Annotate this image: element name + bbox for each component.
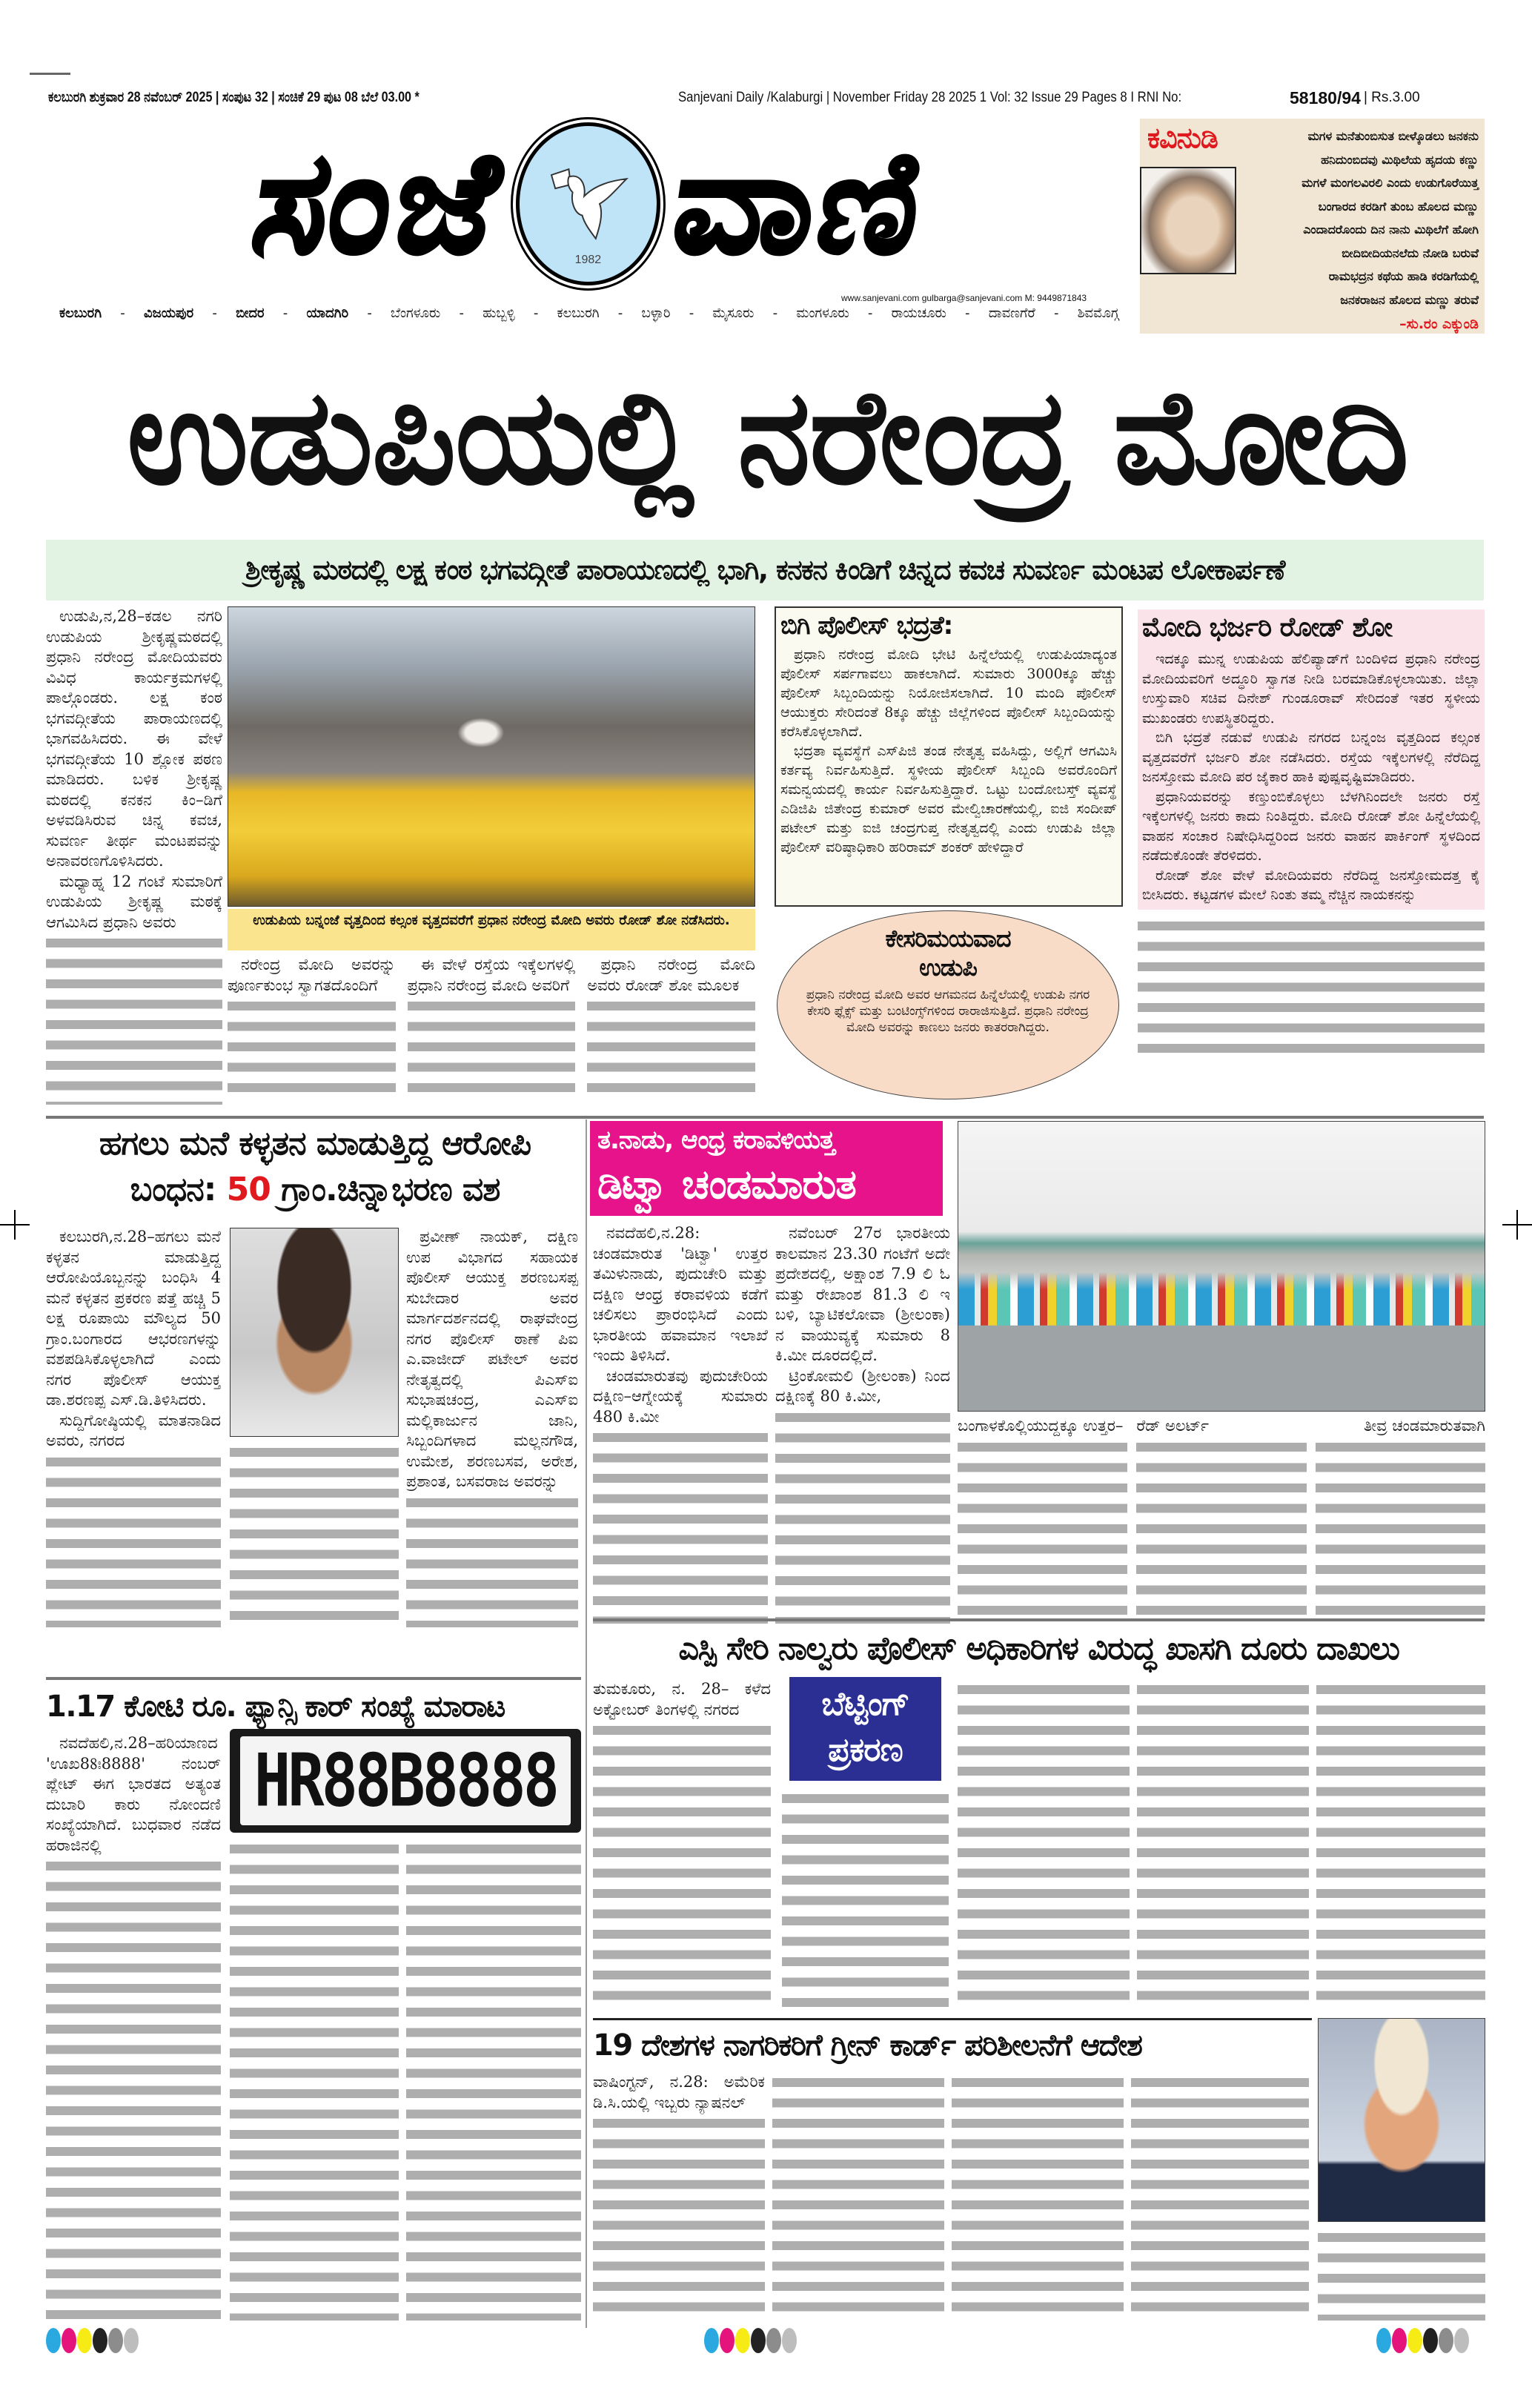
betting-col2 [782,1788,949,2007]
modi-roadshow-photo [228,606,755,907]
edition-city: ವಿಜಯಪುರ [143,305,194,321]
roadshow-box [1138,609,1485,1105]
article-continued [593,1427,768,1624]
separator: - [617,305,623,321]
lead-below-cols [228,955,755,1103]
cyclone-headline: ಡಿಟ್ವಾ ಚಂಡಮಾರುತ [597,1161,856,1208]
section-divider [593,2018,1312,2020]
color-swatch [93,2328,107,2353]
section-divider [46,1116,1484,1119]
cyclone-col3 [958,1416,1127,1624]
cyclone-headline-box [590,1121,943,1216]
betting-col5 [1316,1679,1485,2009]
theft-headline-part: ಗ್ರಾಂ.ಚಿನ್ನಾಭರಣ ವಶ [270,1171,500,1208]
cyclone-col1 [593,1223,768,1624]
color-swatch [1407,2328,1422,2353]
section-divider [46,1677,581,1680]
lead-headline: ಉಡುಪಿಯಲ್ಲಿ ನರೇಂದ್ರ ಮೋದಿ [126,360,1408,514]
theft-headline [44,1121,586,1213]
theft-headline-part: ಬಂಧನ: [130,1171,227,1208]
police-box-para: ಪ್ರಧಾನಿ ನರೇಂದ್ರ ಮೋದಿ ಭೇಟಿ ಹಿನ್ನೆಲೆಯಲ್ಲಿ ಉಡುಪಿಯಾದ್ಯಂತ ಪೊಲೀಸ್ ಸರ್ಪಗಾವಲು ಹಾಕಲಾಗಿದೆ. ಸುಮಾರು 3000ಕ್ಕೂ ಹೆಚ್ಚು ಪೊಲೀಸ್ ಸಿಬ್ಬಂದಿಯನ್ನು ನಿಯೋಜಿಸಲಾಗಿದೆ. 10 ಮಂದಿ ಪೊಲೀಸ್ ಆಯುಕ್ತರು ಸೇರಿದಂತೆ 8ಕ್ಕೂ ಹೆಚ್ಚು ಜಿಲ್ಲೆಗಳಿಂದ ಪೊಲೀಸ್ ಸಿಬ್ಬಂದಿಯನ್ನು ಕರೆಸಿಕೊಳ್ಳಲಾಗಿದೆ. [780,646,1117,740]
poem-line: ಮಗಳೆ ಮಂಗಲವಿರಲಿ ಎಂದು ಉಡುಗೊರೆಯಿತ್ತ [1301,176,1479,190]
poem-line: ಬೀದಿಬೀದಿಯನಲೆದು ನೋಡಿ ಬರುವೆ [1342,245,1479,260]
separator: - [1053,305,1059,321]
trump-photo [1318,2018,1485,2222]
theft-col1 [46,1227,221,1627]
betting-badge-line1: ಬೆಟ್ಟಿಂಗ್ [821,1685,909,1723]
greencard-col1 [593,2072,765,2321]
poem-line: ಎಂದಾದರೊಂದು ದಿನ ನಾನು ಮಿಥಿಲೆಗೆ ಹೋಗಿ [1303,222,1479,236]
color-swatch [704,2328,719,2353]
roadshow-para: ರೋಡ್ ಶೋ ವೇಳೆ ಮೋದಿಯವರು ನೆರೆದಿದ್ದ ಜನಸ್ತೋಮದತ್ತ ಕೈ ಬೀಸಿದರು. ಕಟ್ಟಡಗಳ ಮೇಲೆ ನಿಂತು ತಮ್ಮ ನೆಚ್ಚಿನ ನಾಯಕನನ್ನು [1142,867,1480,903]
lead-col3-text: ಈ ವೇಳೆ ರಸ್ತೆಯ ಇಕ್ಕೆಲಗಳಲ್ಲಿ ಪ್ರಧಾನಿ ನರೇಂದ್ರ ಮೋದಿ ಅವರಿಗೆ [407,956,576,994]
color-swatch [1423,2328,1438,2353]
poem-line: ಬಂಗಾರದ ಕರಡಿಗೆ ತುಂಬ ಹೊಲದ ಮಣ್ಣು [1318,199,1479,214]
edition-city: ರಾಯಚೂರು [891,305,946,321]
theft-col2 [230,1442,399,1627]
plate-col2 [230,1839,399,2321]
photo-caption [228,909,755,950]
police-box-para: ಭದ್ರತಾ ವ್ಯವಸ್ಥೆಗೆ ಎಸ್‌ಪಿಜಿ ತಂಡ ನೇತೃತ್ವ ವಹಿಸಿದ್ದು, ಅಲ್ಲಿಗೆ ಆಗಮಿಸಿ ಕರ್ತವ್ಯ ನಿರ್ವಹಿಸುತ್ತಿದೆ. ಸ್ಥಳೀಯ ಪೊಲೀಸ್ ಸಿಬ್ಬಂದಿ ಅವರೊಂದಿಗೆ ಸಮನ್ವಯದಲ್ಲಿ ಕಾರ್ಯ ನಿರ್ವಹಿಸುತ್ತಿದ್ದಾರೆ. ಒಟ್ಟು ಬಂದೋಬಸ್ತ್ ವ್ಯವಸ್ಥೆ ಎಡಿಜಿಪಿ ಜಿತೇಂದ್ರ ಕುಮಾರ್ ಅವರ ಮೇಲ್ವಿಚಾರಣೆಯಲ್ಲಿ, ಐಜಿ ಸಂದೀಪ್ ಪಟೇಲ್ ಮತ್ತು ಐಜಿ ಚಂದ್ರಗುಪ್ತ ನೇತೃತ್ವದಲ್ಲಿ ಎಂದು ಉಡುಪಿ ಜಿಲ್ಲಾ ಪೊಲೀಸ್ ವರಿಷ್ಠಾಧಿಕಾರಿ ಹರಿರಾಮ್ ಶಂಕರ್ ಹೇಳಿದ್ದಾರೆ [780,743,1117,856]
lead-col3 [408,955,576,1103]
kavinudi-box [1140,119,1485,334]
betting-lead: ತುಮಕೂರು, ನ. 28– ಕಳೆದ ಅಕ್ಟೋಬರ್ ತಿಂಗಳಲ್ಲಿ ನಗರದ [593,1680,771,1719]
masthead-logo [148,119,1030,289]
separator: - [282,305,288,321]
registration-mark [0,1210,30,1240]
separator: - [867,305,873,321]
article-continued [406,1492,578,1628]
plate-number-text: HR88B8888 [253,1739,557,1823]
betting-col1 [593,1679,771,2009]
separator: - [533,305,539,321]
color-swatch [124,2328,139,2353]
betting-case-badge [789,1677,941,1781]
cyclone-col5 [1316,1416,1485,1624]
color-swatch [735,2328,750,2353]
plate-col3 [406,1839,581,2321]
editions-list [59,305,1119,321]
greencard-col2 [772,2072,944,2321]
betting-col4 [1137,1679,1309,2009]
saffron-text: ಪ್ರಧಾನಿ ನರೇಂದ್ರ ಮೋದಿ ಅವರ ಆಗಮನದ ಹಿನ್ನೆಲೆಯಲ್ಲಿ ಉಡುಪಿ ನಗರ ಕೇಸರಿ ಫ್ಲೆಕ್ಸ್ ಮತ್ತು ಬಂಟಿಂಗ್ಸ್‌ಗಳಿಂದ ರಾರಾಜಿಸುತ್ತಿದೆ. ಪ್ರಧಾನಿ ನರೇಂದ್ರ ಮೋದಿ ಅವರನ್ನು ಕಾಣಲು ಜನರು ಕಾತರರಾಗಿದ್ದರು. [806,988,1090,1035]
color-swatch [720,2328,735,2353]
roadshow-title: ಮೋದಿ ಭರ್ಜರಿ ರೋಡ್ ಶೋ [1142,612,1393,643]
edition-city: ದಾವಣಗೆರೆ [988,305,1035,321]
edition-city: ಬೀದರ [236,305,265,321]
article-paragraph: ನವದೆಹಲಿ,ನ.28: ಚಂಡಮಾರುತ 'ಡಿಟ್ವಾ' ಉತ್ತರ ತಮಿಳುನಾಡು, ಪುದುಚೇರಿ ಮತ್ತು ದಕ್ಷಿಣ ಆಂಧ್ರ ಕರಾವಳಿಯ ಕಡೆಗೆ ಚಲಿಸಲು ಪ್ರಾರಂಭಿಸಿದೆ ಎಂದು ಭಾರತೀಯ ಹವಾಮಾನ ಇಲಾಖೆ ಇಂದು ತಿಳಿಸಿದೆ. [593,1224,768,1364]
poet-name: –ಸು.ರಂ ಎಕ್ಕುಂಡಿ [1399,316,1479,332]
article-continued [775,1407,950,1624]
separator: - [120,305,125,321]
color-swatch [46,2328,61,2353]
police-security-box [775,606,1123,907]
color-swatch [1392,2328,1407,2353]
lead-col4-text: ಪ್ರಧಾನಿ ನರೇಂದ್ರ ಮೋದಿ ಅವರು ರೋಡ್ ಶೋ ಮೂಲಕ [587,956,756,994]
roadshow-pink-panel [1138,609,1485,910]
article-paragraph: ಸುದ್ದಿಗೋಷ್ಠಿಯಲ್ಲಿ ಮಾತನಾಡಿದ ಅವರು, ನಗರದ [46,1411,221,1449]
saffron-title: ಕೇಸರಿಮಯವಾದ [885,924,1011,953]
poem-line: ರಾಮಭದ್ರನ ಕಥೆಯ ಹಾಡಿ ಕರಡಿಗೆಯಲ್ಲಿ [1328,269,1479,283]
dateline-english: Sanjevani Daily /Kalaburgi | November Friday 28 2025 1 Vol: 32 Issue 29 Pages 8 I RNI No: [678,90,1182,105]
saffron-udupi-box [777,910,1119,1099]
dateline [48,87,1486,108]
kavinudi-title: ಕವಿನುಡಿ [1147,122,1218,154]
article-paragraph: ಪ್ರವೀಣ್ ನಾಯಕ್, ದಕ್ಷಿಣ ಉಪ ವಿಭಾಗದ ಸಹಾಯಕ ಪೊಲೀಸ್ ಆಯುಕ್ತ ಶರಣಬಸಪ್ಪ ಸುಬೇದಾರ ಅವರ ಮಾರ್ಗದರ್ಶನದಲ್ಲಿ ರಾಘವೇಂದ್ರ ನಗರ ಪೊಲೀಸ್ ಠಾಣೆ ಪಿಐ ಎ.ವಾಜೀದ್ ಪಟೇಲ್ ಅವರ ನೇತೃತ್ವದಲ್ಲಿ ಪಿಎಸ್‌ಐ ಸುಭಾಷಚಂದ್ರ, ಎಎಸ್‌ಐ ಮಲ್ಲಿಕಾರ್ಜುನ ಜಾನಿ, ಸಿಬ್ಬಂದಿಗಳಾದ ಮಲ್ಲನಗೌಡ, ಉಮೇಶ, ಶರಣಬಸವ, ಅರೇಶ, ಪ್ರಶಾಂತ, ಬಸವರಾಜ ಅವರನ್ನು [406,1228,578,1490]
cyclone-col5-text: ತೀವ್ರ ಚಂಡಮಾರುತವಾಗಿ [1364,1417,1485,1435]
dateline-kannada: ಕಲಬುರಗಿ ಶುಕ್ರವಾರ 28 ನವೆಂಬರ್ 2025 | ಸಂಪುಟ 32 | ಸಂಚಿಕೆ 29 ಪುಟ 08 ಬೆಲೆ 03.00 * [48,90,420,105]
poem-line: ಜನಕರಾಜನ ಹೊಲದ ಮಣ್ಣು ತರುವೆ [1340,292,1479,307]
poem-line: ಹನಿದುಂಬಿದವು ಮಿಥಿಲೆಯ ಹೃದಯ ಕಣ್ಣು [1321,152,1479,167]
poem-line: ಮಗಳ ಮನೆತುಂಬಿಸುತ ಬೀಳ್ಕೊಡಲು ಜನಕನು [1307,129,1479,143]
edition-city: ಹುಬ್ಬಳ್ಳಿ [483,305,515,321]
police-box-title: ಬಿಗಿ ಪೊಲೀಸ್ ಭದ್ರತೆ: [780,611,953,641]
betting-col3 [958,1679,1130,2009]
edition-city: ಬೆಂಗಳೂರು [391,305,441,321]
price: | Rs.3.00 [1363,90,1420,105]
color-swatch [62,2328,76,2353]
masthead-name-right: ವಾಣಿ [663,121,936,285]
separator: - [772,305,778,321]
color-bar [46,2328,139,2356]
color-swatch [1439,2328,1453,2353]
edition-city: ಬಳ್ಳಾರಿ [641,305,671,321]
separator: - [689,305,694,321]
article-continued [46,1452,221,1628]
greencard-col3 [952,2072,1124,2321]
article-paragraph: ಕಲಬುರಗಿ,ನ.28–ಹಗಲು ಮನೆ ಕಳ್ಳತನ ಮಾಡುತ್ತಿದ್ದ ಆರೋಪಿಯೊಬ್ಬನನ್ನು ಬಂಧಿಸಿ 4 ಮನೆ ಕಳ್ಳತನ ಪ್ರಕರಣ ಪತ್ತೆ ಹಚ್ಚಿ 5 ಲಕ್ಷ ರೂಪಾಯಿ ಮೌಲ್ಯದ 50 ಗ್ರಾಂ.ಬಂಗಾರದ ಆಭರಣಗಳನ್ನು ವಶಪಡಿಸಿಕೊಳ್ಳಲಾಗಿದೆ ಎಂದು ನಗರ ಪೊಲೀಸ್ ಆಯುಕ್ತ ಡಾ.ಶರಣಪ್ಪ ಎಸ್.ಡಿ.ತಿಳಿಸಿದರು. [46,1228,221,1409]
color-swatch [108,2328,123,2353]
greencard-col4 [1131,2072,1309,2321]
lead-subhead-text: ಶ್ರೀಕೃಷ್ಣ ಮಠದಲ್ಲಿ ಲಕ್ಷ ಕಂಠ ಭಗವದ್ಗೀತೆ ಪಾರಾಯಣದಲ್ಲಿ ಭಾಗಿ, ಕನಕನ ಕಿಂಡಿಗೆ ಚಿನ್ನದ ಕವಚ ಸುವರ್ಣ ಮಂಟಪ ಲೋಕಾರ್ಪಣೆ [245,554,1284,586]
lead-col2-text: ನರೇಂದ್ರ ಮೋದಿ ಅವರನ್ನು ಪೂರ್ಣಕುಂಭ ಸ್ವಾಗತದೊಂದಿಗೆ [228,956,396,994]
color-swatch [782,2328,797,2353]
section-divider [593,1618,1485,1621]
roadshow-para: ಬಿಗಿ ಭದ್ರತೆ ನಡುವೆ ಉಡುಪಿ ನಗರದ ಬನ್ನಂಜ ವೃತ್ತದಿಂದ ಕಲ್ಸಂಕ ವೃತ್ತದವರೆಗೆ ಭರ್ಜರಿ ಶೋ ನಡೆಸಿದರು. ರಸ್ತೆಯ ಇಕ್ಕೆಲಗಳಲ್ಲಿ ನೆರೆದಿದ್ದ ಜನಸ್ತೋಮ ಮೋದಿ ಪರ ಜೈಕಾರ ಹಾಕಿ ಪುಷ್ಪವೃಷ್ಟಿಮಾಡಿದರು. [1142,730,1480,785]
saffron-subtitle: ಉಡುಪಿ [919,953,977,982]
cyclone-below-photo [958,1416,1485,1624]
fancy-plate-headline: 1.17 ಕೋಟಿ ರೂ. ಫ್ಯಾನ್ಸಿ ಕಾರ್ ಸಂಖ್ಯೆ ಮಾರಾಟ [46,1690,505,1724]
greencard-headline: 19 ದೇಶಗಳ ನಾಗರಿಕರಿಗೆ ಗ್ರೀನ್ ಕಾರ್ಡ್ ಪರಿಶೀಲನೆಗೆ ಆದೇಶ [593,2028,1142,2063]
plate-col1 [46,1733,221,2319]
theft-headline-number: 50 [226,1171,271,1208]
article-paragraph: ಉಡುಪಿ,ನ,28–ಕಡಲ ನಗರಿ ಉಡುಪಿಯ ಶ್ರೀಕೃಷ್ಣಮಠದಲ್ಲಿ ಪ್ರಧಾನಿ ನರೇಂದ್ರ ಮೋದಿಯವರು ವಿವಿಧ ಕಾರ್ಯಕ್ರಮಗಳಲ್ಲಿ ಪಾಲ್ಗೊಂಡರು. ಲಕ್ಷ ಕಂಠ ಭಗವದ್ಗೀತೆಯ ಪಾರಾಯಣದಲ್ಲಿ ಭಾಗವಹಿಸಿದರು. ಈ ವೇಳೆ ಭಗವದ್ಗೀತೆಯ 10 ಶ್ಲೋಕ ಪಠಣ ಮಾಡಿದರು. ಬಳಿಕ ಶ್ರೀಕೃಷ್ಣ ಮಠದಲ್ಲಿ ಕನಕನ ಕಿಂ–ಡಿಗೆ ಅಳವಡಿಸಿರುವ ಚಿನ್ನ ಕವಚ, ಸುವರ್ಣ ತೀರ್ಥ ಮಂಟಪವನ್ನು ಅನಾವರಣಗೊಳಿಸಿದರು. [46,607,222,870]
color-swatch [766,2328,781,2353]
theft-headline-line2 [44,1167,586,1213]
article-continued [46,933,222,1105]
police-box-body [780,645,1117,857]
color-swatch [1376,2328,1391,2353]
rni-number: 58180/94 [1290,87,1361,108]
roadshow-body [1142,649,1480,905]
lead-col4 [587,955,755,1103]
number-plate-photo [230,1729,581,1833]
theft-col3 [406,1227,578,1627]
edition-city: ಯಾದಗಿರಿ [306,305,349,321]
betting-badge-line2: ಪ್ರಕರಣ [828,1731,903,1769]
edition-city: ಕಲಬುರಗಿ [557,305,600,321]
lead-subhead [46,540,1484,601]
cyclone-col2 [775,1223,950,1624]
boats-harbour-photo [958,1121,1485,1412]
emblem-year: 1982 [574,254,602,266]
masthead-name-left: ಸಂಜೆ [243,121,513,285]
registration-mark [1502,1210,1532,1240]
cyclone-col3-text: ಬಂಗಾಳಕೊಲ್ಲಿಯುದ್ದಕ್ಕೂ ಉತ್ತರ– [958,1417,1124,1435]
color-bar [1376,2328,1470,2356]
roadshow-continued [1138,916,1485,1064]
separator: - [367,305,372,321]
lead-col2 [228,955,396,1103]
color-swatch [751,2328,766,2353]
trump-caption-col [1318,2227,1485,2321]
suspect-photo [230,1228,399,1437]
edition-city: ಕಲಬುರಗಿ [59,305,102,321]
masthead-contact: www.sanjevani.com gulbarga@sanjevani.com M: 9449871843 [841,293,1087,303]
dove-icon [538,156,642,252]
plate-lead: ನವದೆಹಲಿ,ನ.28–ಹರಿಯಾಣದ 'ಊಖ88ಃ8888' ನಂಬರ್ ಪ್ಲೇಟ್ ಈಗ ಭಾರತದ ಅತ್ಯಂತ ದುಬಾರಿ ಕಾರು ನೋಂದಣಿ ಸಂಖ್ಯೆಯಾಗಿದೆ. ಬುಧವಾರ ನಡೆದ ಹರಾಜಿನಲ್ಲಿ [46,1734,221,1854]
color-swatch [1454,2328,1469,2353]
cyclone-col4 [1136,1416,1306,1624]
lead-article-col1 [46,606,222,1105]
edition-city: ಮೈಸೂರು [712,305,755,321]
cyclone-kicker: ತ.ನಾಡು, ಆಂಧ್ರ ಕರಾವಳಿಯತ್ತ [597,1125,835,1155]
separator: - [965,305,970,321]
edition-city: ಮಂಗಳೂರು [796,305,849,321]
separator: - [212,305,217,321]
crop-mark [30,73,70,75]
kavinudi-poem [1241,125,1479,311]
betting-complaint-headline: ಎಸ್ಪಿ ಸೇರಿ ನಾಲ್ವರು ಪೊಲೀಸ್ ಅಧಿಕಾರಿಗಳ ವಿರುದ್ಧ ಖಾಸಗಿ ದೂರು ದಾಖಲು [678,1630,1399,1667]
article-paragraph: ಮಧ್ಯಾಹ್ನ 12 ಗಂಟೆ ಸುಮಾರಿಗೆ ಉಡುಪಿಯ ಶ್ರೀಕೃಷ್ಣ ಮಠಕ್ಕೆ ಆಗಮಿಸಿದ ಪ್ರಧಾನಿ ಅವರು [46,872,222,931]
dove-emblem [516,122,660,285]
poet-photo [1140,167,1236,274]
article-paragraph: ಟ್ರಿಂಕೋಮಲಿ (ಶ್ರೀಲಂಕಾ) ನಿಂದ ದಕ್ಷಿಣಕ್ಕೆ 80 ಕಿ.ಮೀ, [775,1366,950,1405]
article-paragraph: ಚಂಡಮಾರುತವು ಪುದುಚೇರಿಯ ದಕ್ಷಿಣ–ಆಗ್ನೇಯಕ್ಕೆ ಸುಮಾರು 480 ಕಿ.ಮೀ [593,1366,768,1426]
cyclone-col4-text: ರೆಡ್ ಅಲರ್ಟ್ [1136,1417,1210,1435]
greencard-lead: ವಾಷಿಂಗ್ಟನ್, ನ.28: ಅಮೆರಿಕ ಡಿ.ಸಿ.ಯಲ್ಲಿ ಇಬ್ಬರು ನ್ಯಾಷನಲ್ [593,2073,765,2111]
color-bar [704,2328,797,2356]
roadshow-para: ಇದಕ್ಕೂ ಮುನ್ನ ಉಡುಪಿಯ ಹೆಲಿಪ್ಯಾಡ್‌ಗೆ ಬಂದಿಳಿದ ಪ್ರಧಾನಿ ನರೇಂದ್ರ ಮೋದಿಯವರಿಗೆ ಅದ್ಧೂರಿ ಸ್ವಾಗತ ನೀಡಿ ಬರಮಾಡಿಕೊಳ್ಳಲಾಯಿತು. ಜಿಲ್ಲಾ ಉಸ್ತುವಾರಿ ಸಚಿವ ದಿನೇಶ್ ಗುಂಡೂರಾವ್ ಸೇರಿದಂತೆ ಇತರ ಸ್ಥಳೀಯ ಮುಖಂಡರು ಉಪಸ್ಥಿತರಿದ್ದರು. [1142,651,1480,727]
number-plate [240,1736,571,1825]
edition-city: ಶಿವಮೊಗ್ಗ [1077,305,1119,321]
column-divider [586,1119,587,2328]
roadshow-para: ಪ್ರಧಾನಿಯವರನ್ನು ಕಣ್ತುಂಬಿಕೊಳ್ಳಲು ಬೆಳಗಿನಿಂದಲೇ ಜನರು ರಸ್ತೆ ಇಕ್ಕೆಲಗಳಲ್ಲಿ ಜನರು ಕಾದು ನಿಂತಿದ್ದರು. ಮೋದಿ ರೋಡ್ ಶೋ ಹಿನ್ನೆಲೆಯಲ್ಲಿ ವಾಹನ ಸಂಚಾರ ನಿಷೇಧಿಸಿದ್ದರಿಂದ ಜನರು ವಾಹನ ಪಾರ್ಕಿಂಗ್ ಸ್ಥಳದಿಂದ ನಡೆದುಕೊಂಡೇ ತೆರಳಿದರು. [1142,788,1480,864]
separator: - [459,305,464,321]
theft-headline-line1: ಹಗಲು ಮನೆ ಕಳ್ಳತನ ಮಾಡುತ್ತಿದ್ದ ಆರೋಪಿ [99,1125,531,1162]
photo-caption-text: ಉಡುಪಿಯ ಬನ್ನಂಜೆ ವೃತ್ತದಿಂದ ಕಲ್ಸಂಕ ವೃತ್ತದವರೆಗೆ ಪ್ರಧಾನ ನರೇಂದ್ರ ಮೋದಿ ಅವರು ರೋಡ್ ಶೋ ನಡೆಸಿದರು. [253,913,730,928]
color-swatch [77,2328,92,2353]
article-paragraph: ನವೆಂಬರ್ 27ರ ಭಾರತೀಯ ಕಾಲಮಾನ 23.30 ಗಂಟೆಗೆ ಅದೇ ಪ್ರದೇಶದಲ್ಲಿ, ಅಕ್ಷಾಂಶ 7.9 ಲಿ ಓ ಮತ್ತು ರೇಖಾಂಶ 81.3 ಲಿ ಇ ಬಳಿ, ಬ್ಯಾಟಿಕಲೋವಾ (ಶ್ರೀಲಂಕಾ) ನ ವಾಯುವ್ಯಕ್ಕೆ ಸುಮಾರು 8 ಕಿ.ಮೀ ದೂರದಲ್ಲಿದೆ. [775,1224,950,1364]
